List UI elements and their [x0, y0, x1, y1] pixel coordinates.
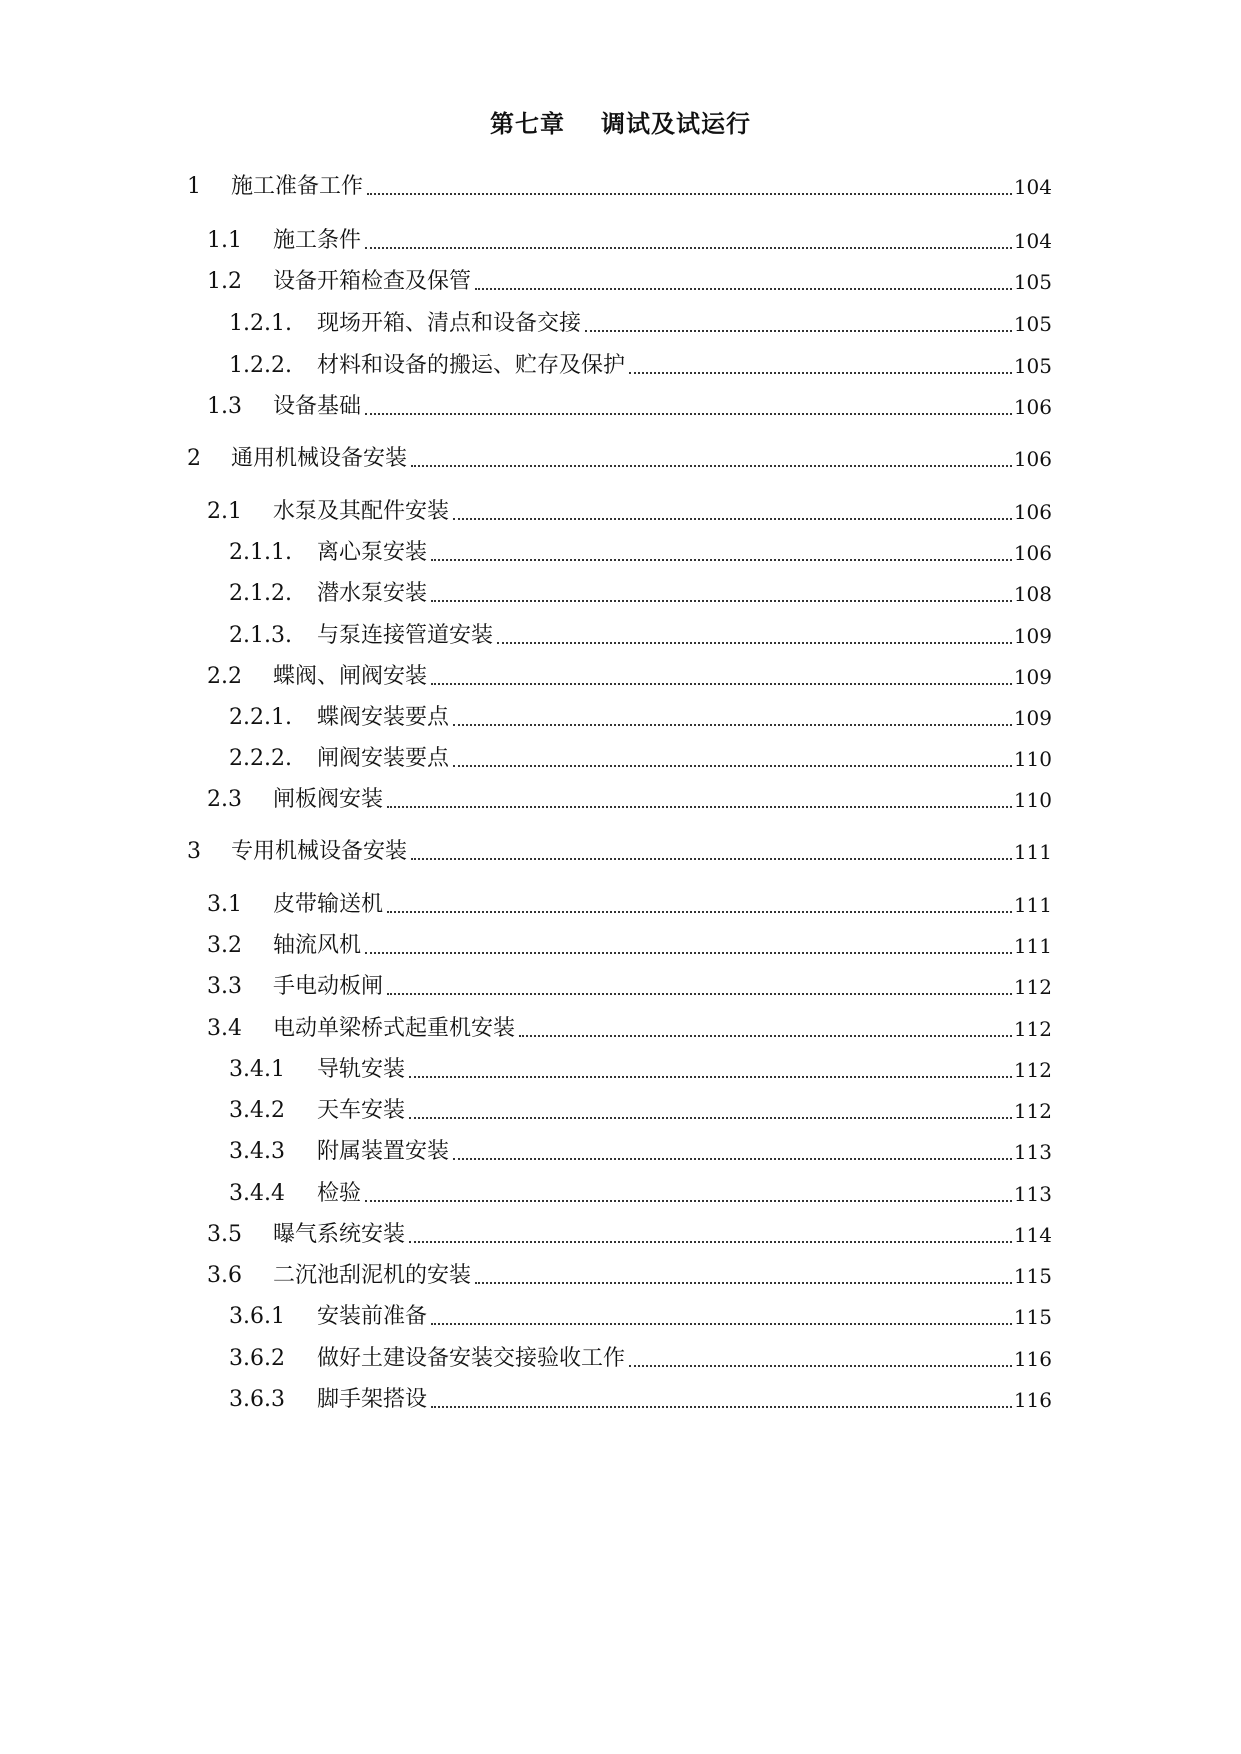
toc-entry[interactable]: [229, 576, 1052, 608]
toc-entry[interactable]: [229, 306, 1052, 338]
toc-entry-page-number: 110: [1013, 788, 1052, 812]
toc-entry-number: 1.2: [207, 269, 242, 294]
toc-entry-title: 曝气系统安装: [273, 1222, 406, 1247]
dot-leader: [409, 1116, 1012, 1119]
toc-entry-title: 施工条件: [273, 228, 362, 253]
toc-entry-page-number: 116: [1013, 1347, 1052, 1371]
toc-entry[interactable]: [229, 1093, 1052, 1125]
toc-entry-title: 设备开箱检查及保管: [273, 269, 472, 294]
toc-entry[interactable]: [207, 1011, 1052, 1043]
toc-entry-title: 潜水泵安装: [317, 581, 428, 606]
toc-entry-number: 3.4.3: [229, 1139, 285, 1164]
toc-entry[interactable]: [207, 494, 1052, 526]
toc-entry-page-number: 109: [1013, 706, 1052, 730]
toc-entry-page-number: 105: [1013, 312, 1052, 336]
toc-entry-title: 蝶阀安装要点: [317, 705, 450, 730]
toc-entry-page-number: 112: [1013, 975, 1052, 999]
toc-entry-title: 导轨安装: [317, 1057, 406, 1082]
toc-entry-title: 通用机械设备安装: [231, 446, 408, 471]
toc-entry-page-number: 111: [1013, 893, 1052, 917]
toc-entry[interactable]: [207, 887, 1052, 919]
dot-leader: [367, 192, 1012, 195]
dot-leader: [365, 951, 1012, 954]
toc-entry-number: 1.2.1.: [229, 311, 292, 336]
toc-entry-title: 做好土建设备安装交接验收工作: [317, 1346, 626, 1371]
toc-entry-number: 1.1: [207, 228, 242, 253]
toc-entry[interactable]: [229, 700, 1052, 732]
toc-entry[interactable]: [229, 741, 1052, 773]
toc-entry[interactable]: [187, 169, 1052, 201]
toc-entry[interactable]: [207, 1258, 1052, 1290]
toc-entry-title: 轴流风机: [273, 933, 362, 958]
toc-entry-number: 3.6.3: [229, 1387, 285, 1412]
chapter-heading: [0, 104, 1241, 139]
dot-leader: [365, 1199, 1012, 1202]
dot-leader: [387, 805, 1012, 808]
toc-entry-number: 3.3: [207, 974, 242, 999]
toc-entry-page-number: 113: [1013, 1140, 1052, 1164]
toc-entry-number: 3.4: [207, 1016, 242, 1041]
toc-entry-page-number: 106: [1013, 395, 1052, 419]
toc-entry[interactable]: [207, 659, 1052, 691]
dot-leader: [431, 682, 1012, 685]
toc-entry-title: 附属装置安装: [317, 1139, 450, 1164]
toc-entry[interactable]: [229, 535, 1052, 567]
toc-entry-number: 2.2.2.: [229, 746, 292, 771]
toc-entry-number: 1.3: [207, 394, 242, 419]
toc-entry-page-number: 111: [1013, 840, 1052, 864]
dot-leader: [453, 723, 1012, 726]
toc-entry-number: 1: [187, 174, 201, 199]
toc-entry-page-number: 115: [1013, 1264, 1052, 1288]
toc-entry-page-number: 109: [1013, 665, 1052, 689]
dot-leader: [453, 1157, 1012, 1160]
toc-entry-number: 3.4.1: [229, 1057, 285, 1082]
toc-entry-page-number: 116: [1013, 1388, 1052, 1412]
toc-entry-title: 检验: [317, 1181, 362, 1206]
toc-entry[interactable]: [207, 223, 1052, 255]
dot-leader: [411, 857, 1012, 860]
dot-leader: [387, 992, 1012, 995]
toc-entry-page-number: 112: [1013, 1099, 1052, 1123]
dot-leader: [453, 517, 1012, 520]
toc-entry-number: 3.6.2: [229, 1346, 285, 1371]
chapter-title: 调试及试运行: [601, 109, 751, 138]
toc-entry-number: 2: [187, 446, 201, 471]
toc-entry-page-number: 109: [1013, 624, 1052, 648]
toc-entry-page-number: 104: [1013, 229, 1052, 253]
toc-entry[interactable]: [229, 618, 1052, 650]
toc-entry-title: 天车安装: [317, 1098, 406, 1123]
toc-entry-number: 3.6: [207, 1263, 242, 1288]
toc-entry-title: 与泵连接管道安装: [317, 623, 494, 648]
toc-entry-page-number: 106: [1013, 447, 1052, 471]
toc-entry-page-number: 105: [1013, 270, 1052, 294]
toc-entry[interactable]: [229, 1134, 1052, 1166]
toc-entry[interactable]: [229, 1052, 1052, 1084]
toc-entry-title: 蝶阀、闸阀安装: [273, 664, 428, 689]
toc-entry-number: 3: [187, 839, 201, 864]
dot-leader: [387, 910, 1012, 913]
dot-leader: [431, 558, 1012, 561]
toc-entry[interactable]: [229, 348, 1052, 380]
toc-entry[interactable]: [229, 1299, 1052, 1331]
toc-entry-number: 2.1.1.: [229, 540, 292, 565]
dot-leader: [431, 1322, 1012, 1325]
toc-entry[interactable]: [187, 441, 1052, 473]
toc-entry-title: 专用机械设备安装: [231, 839, 408, 864]
dot-leader: [629, 1364, 1012, 1367]
toc-entry-page-number: 104: [1013, 175, 1052, 199]
toc-entry-page-number: 111: [1013, 934, 1052, 958]
toc-entry-title: 闸板阀安装: [273, 787, 384, 812]
toc-entry-number: 3.6.1: [229, 1304, 285, 1329]
dot-leader: [365, 246, 1012, 249]
toc-entry-title: 安装前准备: [317, 1304, 428, 1329]
toc-entry-number: 2.1.2.: [229, 581, 292, 606]
toc-entry[interactable]: [207, 389, 1052, 421]
toc-entry-page-number: 114: [1013, 1223, 1052, 1247]
toc-entry-number: 3.2: [207, 933, 242, 958]
toc-entry-number: 2.2.1.: [229, 705, 292, 730]
toc-entry-title: 离心泵安装: [317, 540, 428, 565]
toc-entry-title: 材料和设备的搬运、贮存及保护: [317, 353, 626, 378]
toc-entry-page-number: 112: [1013, 1017, 1052, 1041]
dot-leader: [409, 1075, 1012, 1078]
dot-leader: [365, 412, 1012, 415]
toc-entry-number: 2.1: [207, 499, 242, 524]
toc-entry-number: 2.2: [207, 664, 242, 689]
toc-entry-title: 水泵及其配件安装: [273, 499, 450, 524]
dot-leader: [629, 371, 1012, 374]
toc-entry-page-number: 106: [1013, 541, 1052, 565]
dot-leader: [585, 329, 1012, 332]
toc-entry-title: 脚手架搭设: [317, 1387, 428, 1412]
dot-leader: [431, 1405, 1012, 1408]
toc-entry-title: 现场开箱、清点和设备交接: [317, 311, 582, 336]
toc-entry[interactable]: [187, 834, 1052, 866]
toc-entry-title: 手电动板闸: [273, 974, 384, 999]
chapter-label: 第七章: [490, 109, 565, 138]
toc-entry-number: 3.1: [207, 892, 242, 917]
dot-leader: [519, 1034, 1012, 1037]
toc-entry-page-number: 106: [1013, 500, 1052, 524]
toc-entry-number: 1.2.2.: [229, 353, 292, 378]
toc-entry-title: 闸阀安装要点: [317, 746, 450, 771]
toc-entry-page-number: 108: [1013, 582, 1052, 606]
dot-leader: [411, 464, 1012, 467]
toc-entry-number: 3.5: [207, 1222, 242, 1247]
toc-entry-title: 皮带输送机: [273, 892, 384, 917]
toc-entry[interactable]: [229, 1341, 1052, 1373]
toc-entry-page-number: 113: [1013, 1182, 1052, 1206]
toc-entry[interactable]: [207, 782, 1052, 814]
dot-leader: [475, 1281, 1012, 1284]
toc-entry[interactable]: [207, 928, 1052, 960]
toc-entry[interactable]: [207, 969, 1052, 1001]
dot-leader: [409, 1240, 1012, 1243]
toc-entry-number: 2.3: [207, 787, 242, 812]
toc-entry-page-number: 112: [1013, 1058, 1052, 1082]
toc-entry[interactable]: [207, 1217, 1052, 1249]
toc-entry-number: 3.4.2: [229, 1098, 285, 1123]
dot-leader: [497, 641, 1012, 644]
toc-entry[interactable]: [229, 1176, 1052, 1208]
toc-entry-page-number: 115: [1013, 1305, 1052, 1329]
toc-entry-number: 2.1.3.: [229, 623, 292, 648]
toc-entry-title: 施工准备工作: [231, 174, 364, 199]
toc-entry-number: 3.4.4: [229, 1181, 285, 1206]
toc-entry[interactable]: [229, 1382, 1052, 1414]
dot-leader: [475, 287, 1012, 290]
dot-leader: [453, 764, 1012, 767]
dot-leader: [431, 599, 1012, 602]
toc-entry-title: 二沉池刮泥机的安装: [273, 1263, 472, 1288]
toc-entry[interactable]: [207, 264, 1052, 296]
toc-entry-title: 电动单梁桥式起重机安装: [273, 1016, 516, 1041]
toc-entry-page-number: 105: [1013, 354, 1052, 378]
toc-entry-page-number: 110: [1013, 747, 1052, 771]
toc-entry-title: 设备基础: [273, 394, 362, 419]
